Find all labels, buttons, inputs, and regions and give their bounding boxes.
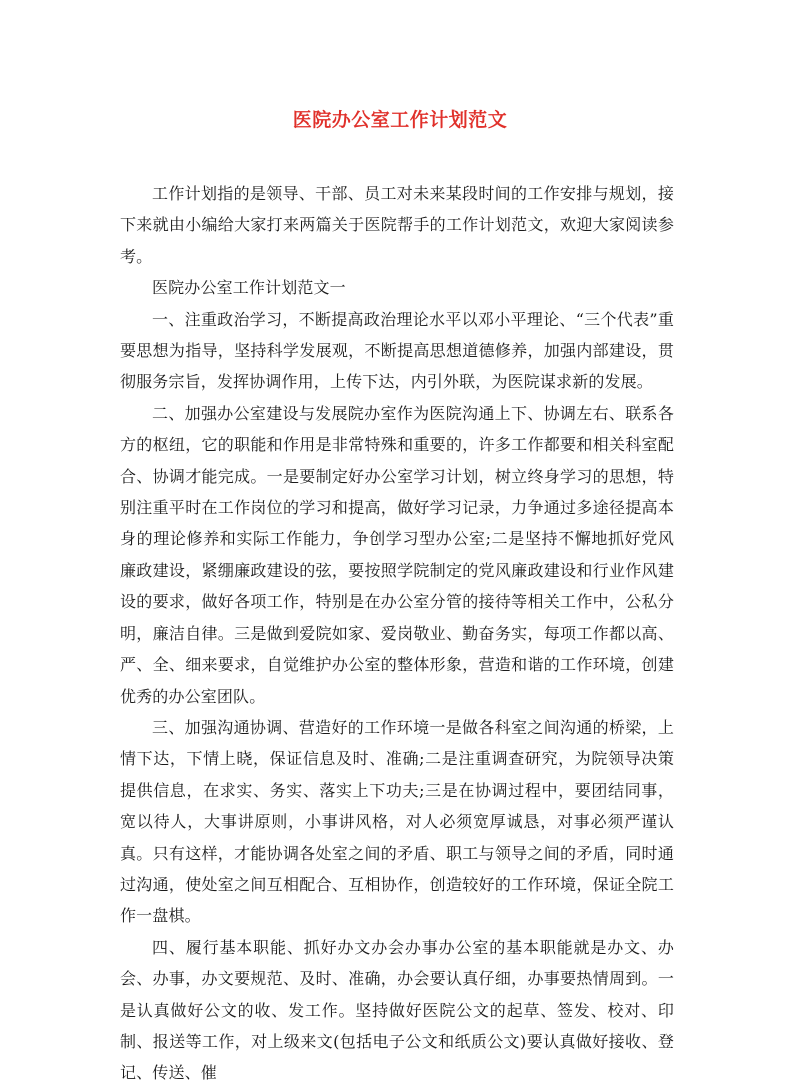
document-title: 医院办公室工作计划范文 [292, 109, 508, 131]
document-body [120, 178, 674, 1089]
paragraph-section-1: 一、注重政治学习，不断提高政治理论水平以邓小平理论、“三个代表”重要思想为指导，坚持科学发展观，不断提高思想道德修养，加强内部建设，贯彻服务宗旨，发挥协调作用，上传下达，内引外联，为医院谋求新的发展。 [120, 309, 674, 392]
paragraph-section-2: 二、加强办公室建设与发展院办室作为医院沟通上下、协调左右、联系各方的枢纽，它的职能和作用是非常特殊和重要的，许多工作都要和相关科室配合、协调才能完成。一是要制定好办公室学习计划，树立终身学习的思想，特别注重平时在工作岗位的学习和提高，做好学习记录，力争通过多途径提高本身的理论修养和实际工作能力，争创学习型办公室;二是坚持不懈地抓好党风廉政建设，紧绷廉政建设的弦，要按照学院制定的党风廉政建设和行业作风建设的要求，做好各项工作，特别是在办公室分管的接待等相关工作中，公私分明，廉洁自律。三是做到爱院如家、爱岗敬业、勤奋务实，每项工作都以高、严、全、细来要求，自觉维护办公室的整体形象，营造和谐的工作环境，创建优秀的办公室团队。 [120, 403, 674, 706]
section-heading: 医院办公室工作计划范文一 [152, 278, 346, 298]
paragraph-section-3: 三、加强沟通协调、营造好的工作环境一是做各科室之间沟通的桥梁，上情下达，下情上晓，保证信息及时、准确;二是注重调查研究，为院领导决策提供信息，在求实、务实、落实上下功夫;三是在协调过程中，要团结同事，宽以待人，大事讲原则，小事讲风格，对人必须宽厚诚恳，对事必须严谨认真。只有这样，才能协调各处室之间的矛盾、职工与领导之间的矛盾，同时通过沟通，使处室之间互相配合、互相协作，创造较好的工作环境，保证全院工作一盘棋。 [120, 717, 674, 926]
intro-paragraph: 工作计划指的是领导、干部、员工对未来某段时间的工作安排与规划，接下来就由小编给大家打来两篇关于医院帮手的工作计划范文，欢迎大家阅读参考。 [120, 184, 674, 266]
paragraph-section-4: 四、履行基本职能、抓好办文办会办事办公室的基本职能就是办文、办会、办事，办文要规范、及时、准确，办会要认真仔细，办事要热情周到。一是认真做好公文的收、发工作。坚持做好医院公文的起草、签发、校对、印制、报送等工作，对上级来文(包括电子公文和纸质公文)要认真做好接收、登记、传送、催 [120, 937, 674, 1083]
